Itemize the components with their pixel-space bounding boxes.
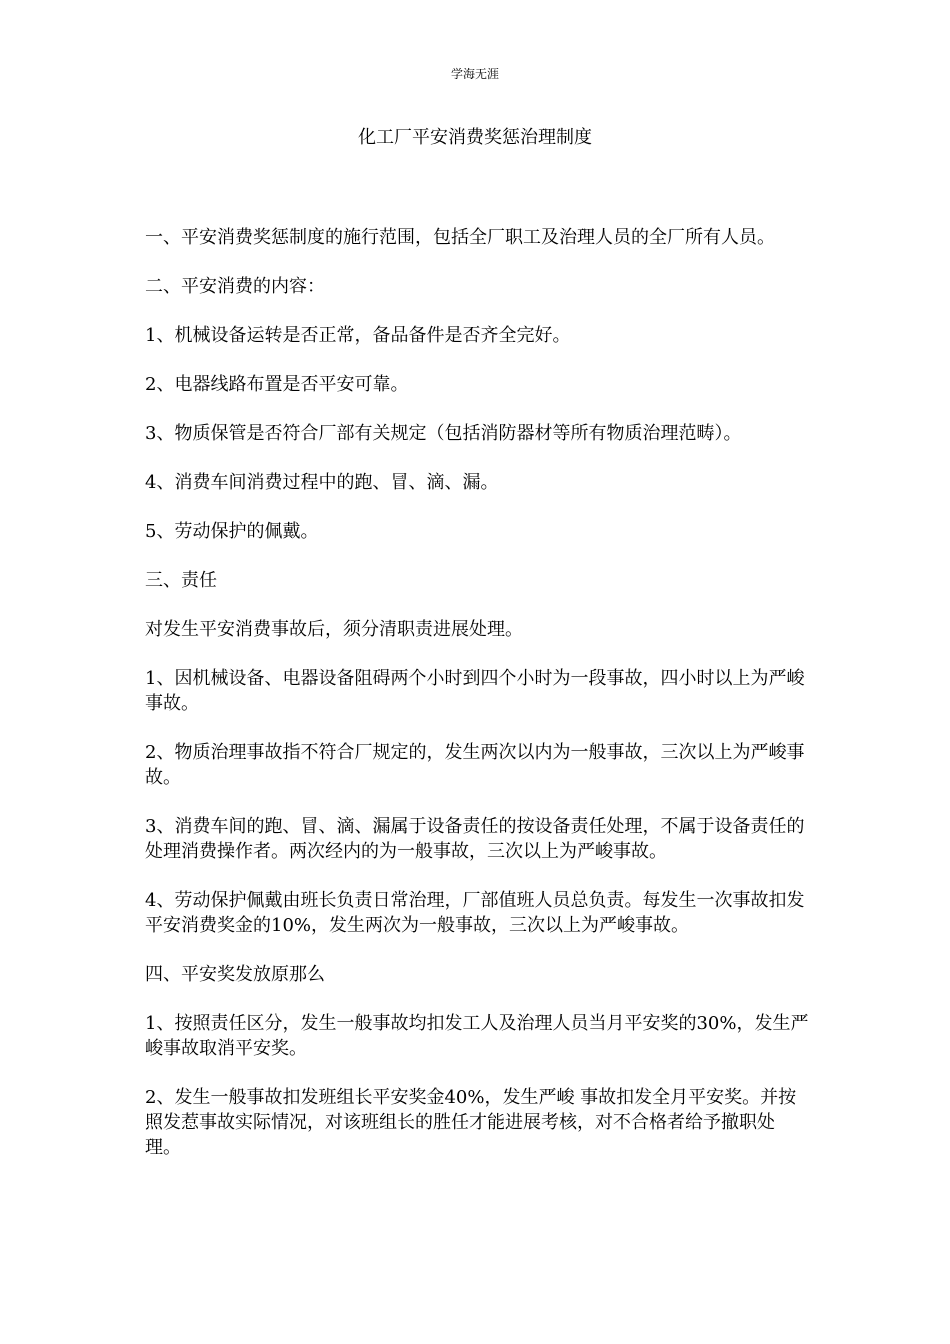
section-heading-responsibility: 三、责任 [145, 570, 217, 591]
content-item-1: 1、机械设备运转是否正常，备品备件是否齐全完好。 [145, 325, 571, 346]
section-scope: 一、平安消费奖惩制度的施行范围，包括全厂职工及治理人员的全厂所有人员。 [145, 227, 775, 248]
award-item-1: 1、按照责任区分，发生一般事故均扣发工人及治理人员当月平安奖的30%，发生严峻事故取消平安奖。 [145, 1013, 809, 1059]
section-heading-award-principle: 四、平安奖发放原那么 [145, 964, 325, 985]
responsibility-item-1: 1、因机械设备、电器设备阻碍两个小时到四个小时为一段事故，四小时以上为严峻事故。 [145, 668, 805, 714]
content-item-5: 5、劳动保护的佩戴。 [145, 521, 319, 542]
document-title: 化工厂平安消费奖惩治理制度 [358, 127, 592, 148]
document-body [145, 225, 810, 1184]
responsibility-item-3: 3、消费车间的跑、冒、滴、漏属于设备责任的按设备责任处理，不属于设备责任的处理消费操作者。两次经内的为一般事故，三次以上为严峻事故。 [145, 816, 805, 862]
section-heading-content: 二、平安消费的内容： [145, 276, 325, 297]
page-header: 学海无涯 [450, 67, 499, 81]
award-item-2: 2、发生一般事故扣发班组长平安奖金40%，发生严峻 事故扣发全月平安奖。并按照发惹事故实际情况，对该班组长的胜任才能进展考核，对不合格者给予撤职处理。 [145, 1087, 797, 1158]
responsibility-item-2: 2、物质治理事故指不符合厂规定的，发生两次以内为一般事故，三次以上为严峻事故。 [145, 742, 805, 788]
content-item-3: 3、物质保管是否符合厂部有关规定（包括消防器材等所有物质治理范畴）。 [145, 423, 742, 444]
responsibility-item-4: 4、劳动保护佩戴由班长负责日常治理，厂部值班人员总负责。每发生一次事故扣发平安消费奖金的10%，发生两次为一般事故，三次以上为严峻事故。 [145, 890, 805, 936]
content-item-4: 4、消费车间消费过程中的跑、冒、滴、漏。 [145, 472, 499, 493]
content-item-2: 2、电器线路布置是否平安可靠。 [145, 374, 409, 395]
responsibility-intro: 对发生平安消费事故后，须分清职责进展处理。 [145, 619, 523, 640]
